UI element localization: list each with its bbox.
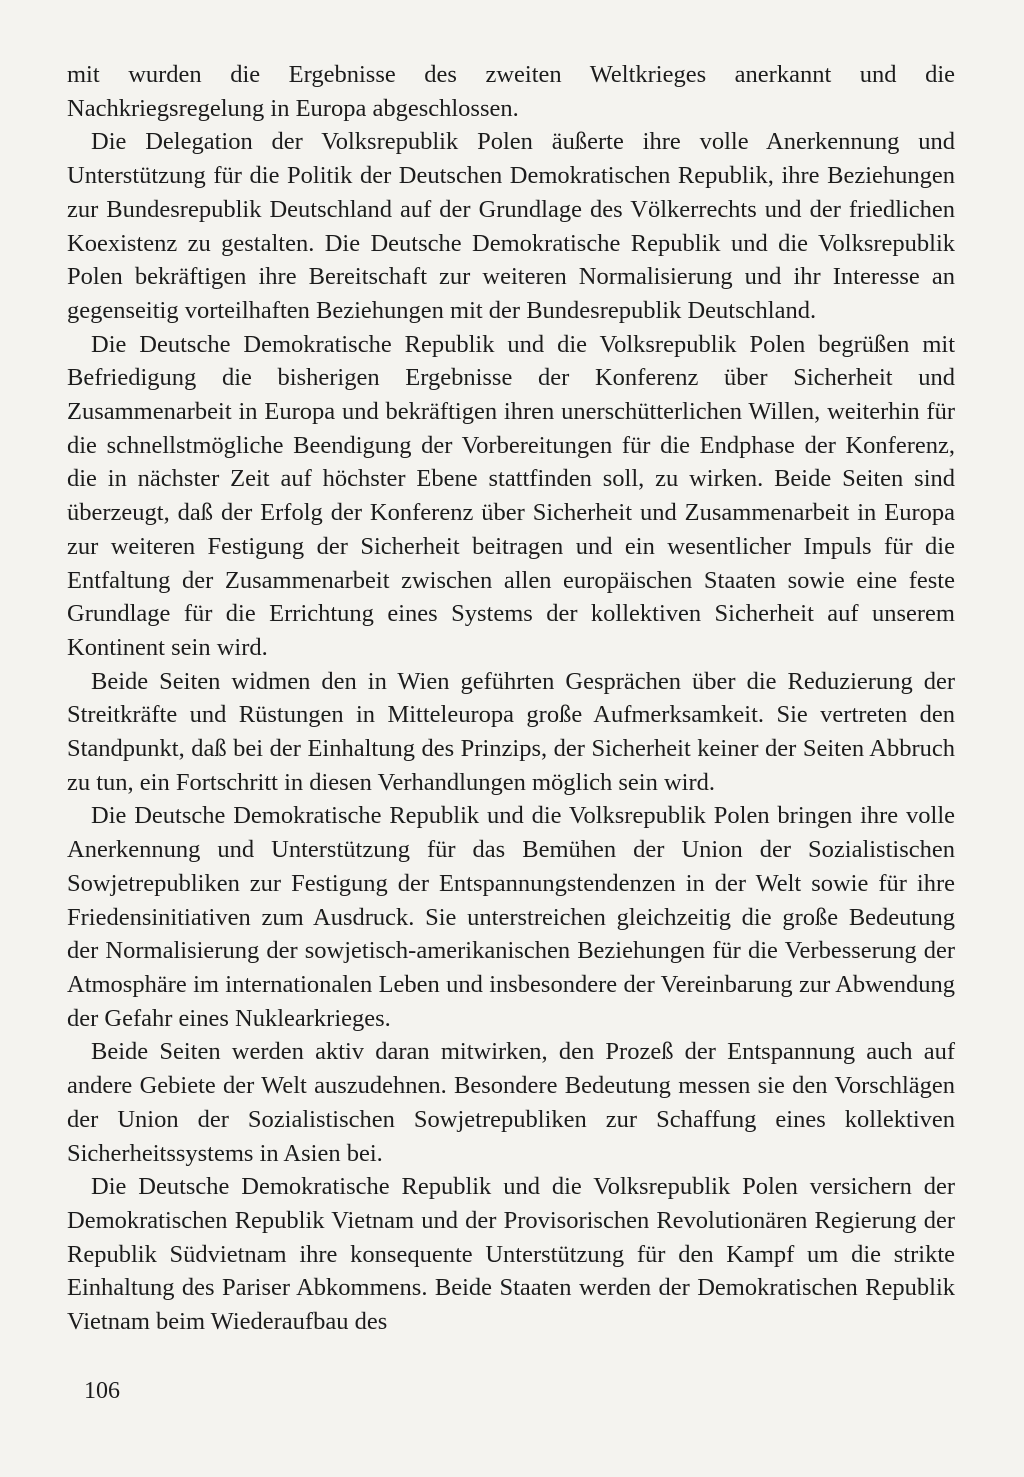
paragraph-3: Die Deutsche Demokratische Republik und die Volksrepublik Polen begrüßen mit Befriedigung die bisherigen Ergebnisse der Konferenz über Sicherheit und Zusammenarbeit in Europa und bekräftigen ihren unerschütterlichen Willen, weiterhin für die schnellstmögliche Beendigung der Vorbereitungen für die Endphase der Konferenz, die in nächster Zeit auf höchster Ebene stattfinden soll, zu wirken. Beide Seiten sind überzeugt, daß der Erfolg der Konferenz über Sicherheit und Zusammenarbeit in Europa zur weiteren Festigung der Sicherheit beitragen und ein wesentlicher Impuls für die Entfaltung der Zusammenarbeit zwischen allen europäischen Staaten sowie eine feste Grundlage für die Errichtung eines Systems der kollektiven Sicherheit auf unserem Kontinent sein wird. [67,330,955,661]
paragraph-6: Beide Seiten werden aktiv daran mitwirken, den Prozeß der Entspannung auch auf andere Gebiete der Welt auszudehnen. Besondere Bedeutung messen sie den Vorschlägen der Union der Sozialistischen Sowjetrepubliken zur Schaffung eines kollektiven Sicherheitssystems in Asien bei. [67,1038,955,1167]
page-number: 106 [84,1378,120,1404]
paragraph-4: Beide Seiten widmen den in Wien geführten Gesprächen über die Reduzierung der Streitkräfte und Rüstungen in Mitteleuropa große Aufmerksamkeit. Sie vertreten den Standpunkt, daß bei der Einhaltung des Prinzips, der Sicherheit keiner der Seiten Abbruch zu tun, ein Fortschritt in diesen Verhandlungen möglich sein wird. [67,667,955,796]
paragraph-1: mit wurden die Ergebnisse des zweiten Weltkrieges anerkannt und die Nachkriegsregelung in Europa abgeschlossen. [67,61,955,122]
paragraph-2: Die Delegation der Volksrepublik Polen äußerte ihre volle Anerkennung und Unterstützung für die Politik der Deutschen Demokratischen Republik, ihre Beziehungen zur Bundesrepublik Deutschland auf der Grundlage des Völkerrechts und der friedlichen Koexistenz zu gestalten. Die Deutsche Demokratische Republik und die Volksrepublik Polen bekräftigen ihre Bereitschaft zur weiteren Normalisierung und ihr Interesse an gegenseitig vorteilhaften Beziehungen mit der Bundesrepublik Deutschland. [67,128,955,324]
paragraph-5: Die Deutsche Demokratische Republik und die Volksrepublik Polen bringen ihre volle Anerkennung und Unterstützung für das Bemühen der Union der Sozialistischen Sowjetrepubliken zur Festigung der Entspannungstendenzen in der Welt sowie für ihre Friedensinitiativen zum Ausdruck. Sie unterstreichen gleichzeitig die große Bedeutung der Normalisierung der sowjetisch-amerikanischen Beziehungen für die Verbesserung der Atmosphäre im internationalen Leben und insbesondere der Vereinbarung zur Abwendung der Gefahr eines Nuklearkrieges. [67,802,955,1032]
document-body [67,58,955,1339]
paragraph-7: Die Deutsche Demokratische Republik und die Volksrepublik Polen versichern der Demokratischen Republik Vietnam und der Provisorischen Revolutionären Regierung der Republik Südvietnam ihre konsequente Unterstützung für den Kampf um die strikte Einhaltung des Pariser Abkommens. Beide Staaten werden der Demokratischen Republik Vietnam beim Wiederaufbau des [67,1173,955,1336]
